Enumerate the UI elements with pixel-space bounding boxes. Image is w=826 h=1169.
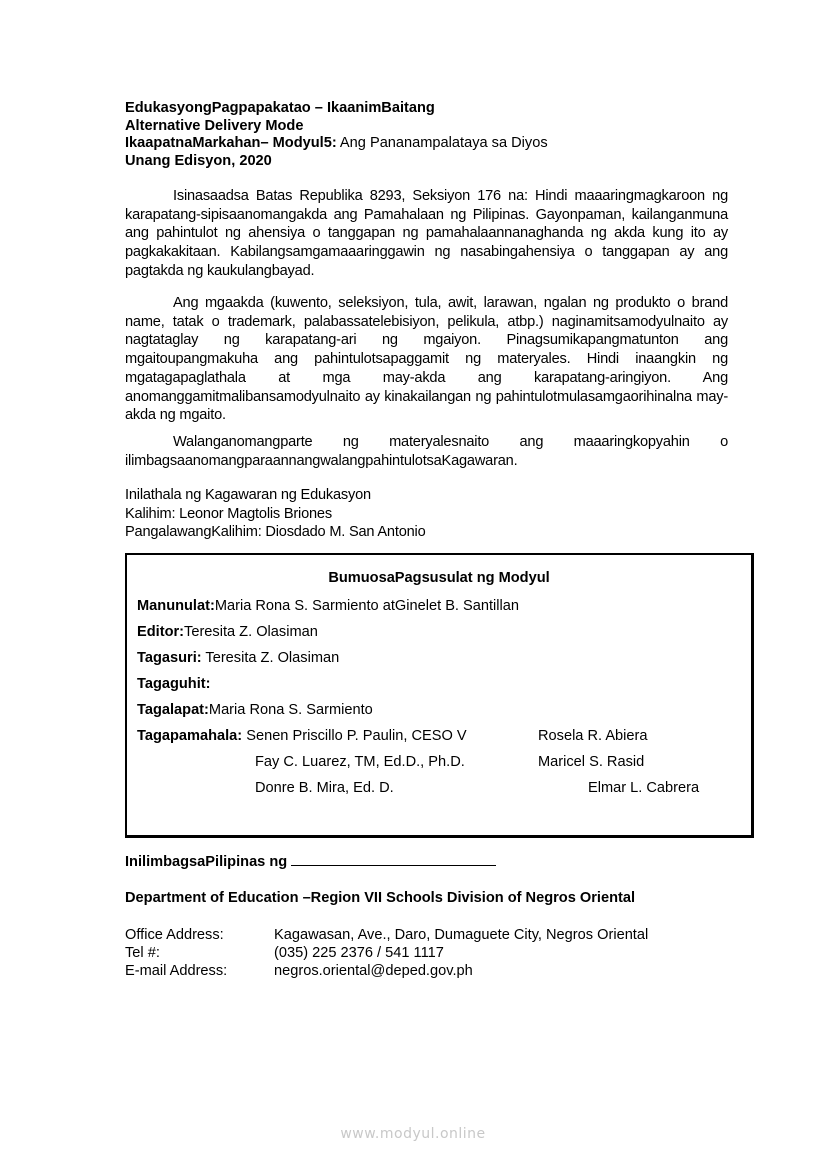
contact-label: E-mail Address: xyxy=(125,963,228,979)
credits-box xyxy=(125,553,754,838)
credit-row-editor xyxy=(137,624,318,640)
module-title: Ang Pananampalataya sa Diyos xyxy=(336,135,548,152)
credit-label: Tagaguhit: xyxy=(137,676,211,692)
contact-value: Kagawasan, Ave., Daro, Dumaguete City, Negros Oriental xyxy=(274,927,649,943)
credit-value: Maria Rona S. Sarmiento atGinelet B. Santillan xyxy=(214,598,520,614)
edition-line: Unang Edisyon, 2020 xyxy=(125,152,272,169)
credit-label: Tagapamahala: xyxy=(137,728,243,744)
contact-value: (035) 225 2376 / 541 1117 xyxy=(274,945,444,961)
credit-value: Teresita Z. Olasiman xyxy=(184,624,318,640)
credit-value: Maria Rona S. Sarmiento xyxy=(208,702,373,718)
manager-name: Donre B. Mira, Ed. D. xyxy=(255,780,394,796)
department-line: Department of Education –Region VII Schools Division of Negros Oriental xyxy=(125,890,636,906)
contact-value: negros.oriental@deped.gov.ph xyxy=(274,963,473,979)
reproduction-text: Walanganomangparte ng materyalesnaito ang maaaringkopyahin o ilimbagsaanomangparaannangwalangpahintulotsaKagawaran. xyxy=(125,434,728,469)
document-header xyxy=(125,100,548,170)
credit-label: Editor: xyxy=(137,624,185,640)
manager-name: Maricel S. Rasid xyxy=(538,754,645,770)
copyright-paragraph xyxy=(125,187,728,281)
credit-row-layout xyxy=(137,702,373,718)
credit-row-writer xyxy=(137,598,519,614)
delivery-mode-line: Alternative Delivery Mode xyxy=(125,117,304,134)
manager-name: Elmar L. Cabrera xyxy=(588,780,700,796)
credit-label: Tagalapat: xyxy=(137,702,209,718)
printed-in-line xyxy=(125,852,496,870)
trademark-text: Ang mgaakda (kuwento, seleksiyon, tula, awit, larawan, ngalan ng produkto o brand name, tatak o trademark, palabassatelebisiyon, pelikula, atbp.) naginamitsamodyulnaito ay nagtataglay ng karapatang-ari ng mgaiyon. Pinagsumikapangmatunton ang mgaitoupangmakuha ang pahintulotsapaggamit ng materyales. Hindi inaangkin ng mgatagapaglathala at mga may-akda ang karapatang-aringiyon. Ang anomanggamitmalibansamodyulnaito ay kinakailangan ng pahintulotmulasamgaorihinalna may-akda ng mgaito. xyxy=(125,295,728,424)
undersecretary-line: PangalawangKalihim: Diosdado M. San Antonio xyxy=(125,524,426,540)
credit-row-reviewer xyxy=(137,650,339,666)
contact-label: Office Address: xyxy=(125,927,224,943)
quarter-module-label: IkaapatnaMarkahan– Modyul5: xyxy=(125,135,337,152)
contact-label: Tel #: xyxy=(125,945,160,961)
copyright-text: Isinasaadsa Batas Republika 8293, Seksiyon 176 na: Hindi maaaringmagkaroon ng karapatang-sipisaanomangakda ang Pamahalaan ng Pilipinas. Gayonpaman, kailanganmuna ang pahintulot ng ahensiya o tanggapan ng pamahalaannanaghanda ng akda kung ito ay pagkakakitaan. Kabilangsamgamaaaringgawin ng nasabingahensiya o tanggapan ay ang pagtakda ng kaukulangbayad. xyxy=(125,188,728,279)
credit-row-illustrator xyxy=(137,676,211,692)
credit-label: Tagasuri: xyxy=(137,650,202,666)
trademark-paragraph xyxy=(125,294,728,425)
printed-label: InilimbagsaPilipinas ng xyxy=(125,854,288,870)
quarter-module-line xyxy=(125,135,548,153)
credit-row-management xyxy=(137,728,467,744)
manager-name: Fay C. Luarez, TM, Ed.D., Ph.D. xyxy=(255,754,465,770)
credits-title: BumuosaPagsusulat ng Modyul xyxy=(328,570,550,586)
credit-label: Manunulat: xyxy=(137,598,215,614)
publisher-line: Inilathala ng Kagawaran ng Edukasyon xyxy=(125,487,371,503)
subject-grade-line: EdukasyongPagpapakatao – IkaanimBaitang xyxy=(125,100,435,116)
publisher-block xyxy=(125,486,426,542)
manager-name: Rosela R. Abiera xyxy=(538,728,648,744)
reproduction-paragraph xyxy=(125,433,728,470)
watermark: www.modyul.online xyxy=(340,1126,486,1142)
printed-blank-line xyxy=(291,852,496,866)
secretary-line: Kalihim: Leonor Magtolis Briones xyxy=(125,505,332,522)
credit-value: Teresita Z. Olasiman xyxy=(201,650,340,666)
credit-value: Senen Priscillo P. Paulin, CESO V xyxy=(242,728,467,744)
